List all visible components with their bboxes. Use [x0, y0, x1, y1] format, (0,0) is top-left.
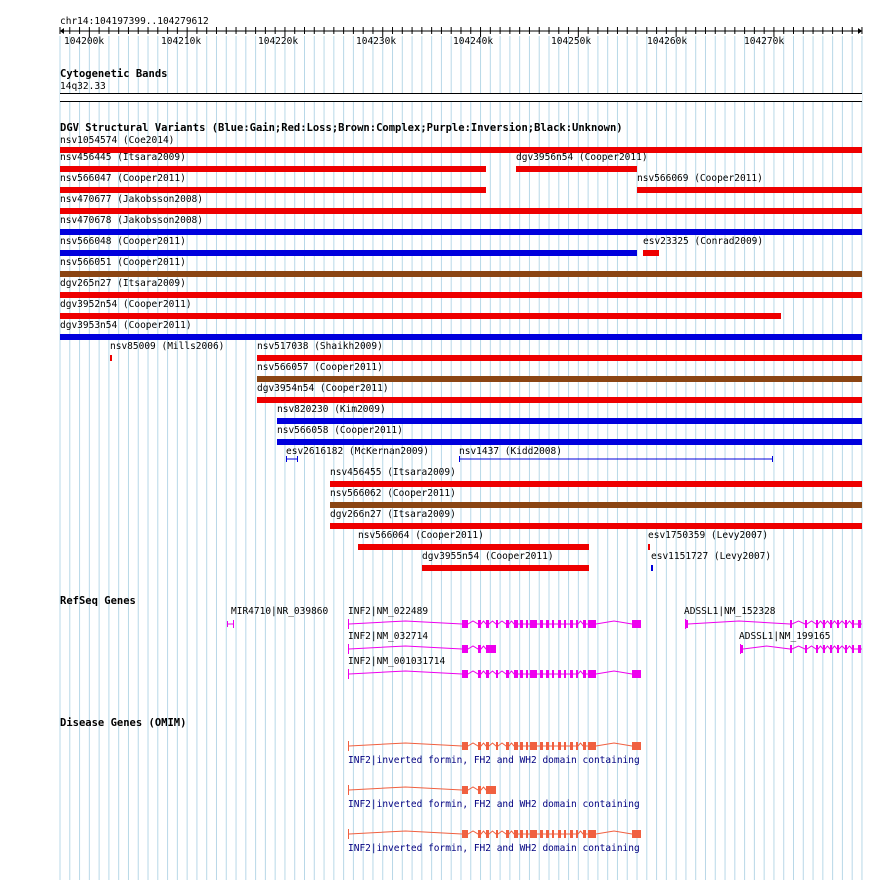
dgv-feature-label[interactable]: dgv3956n54 (Cooper2011) — [516, 152, 648, 163]
intron-line — [348, 787, 496, 790]
intron-line — [348, 621, 641, 624]
omim-gene-label[interactable]: INF2|inverted formin, FH2 and WH2 domain containing — [348, 799, 640, 810]
exon-block — [552, 830, 554, 838]
dgv-feature-label[interactable]: nsv566051 (Cooper2011) — [60, 257, 186, 268]
exon-block — [546, 742, 549, 750]
exon-block — [348, 742, 349, 750]
exon-block — [496, 830, 498, 838]
dgv-feature-label[interactable]: dgv266n27 (Itsara2009) — [330, 509, 456, 520]
exon-block — [530, 830, 537, 838]
dgv-track-title: DGV Structural Variants (Blue:Gain;Red:Loss;Brown:Complex;Purple:Inversion;Black:Unknown) — [60, 122, 623, 134]
intron-line — [685, 621, 862, 624]
exon-block — [514, 620, 518, 628]
exon-block — [486, 786, 496, 794]
exon-block — [576, 742, 578, 750]
exon-block — [740, 645, 743, 653]
dgv-feature-label[interactable]: nsv470678 (Jakobsson2008) — [60, 215, 203, 226]
refseq-gene-model[interactable] — [348, 669, 641, 679]
exon-block — [583, 742, 586, 750]
intron-line — [348, 671, 641, 674]
ruler-tick-label: 104220k — [258, 36, 299, 47]
exon-block — [588, 620, 596, 628]
omim-track-title: Disease Genes (OMIM) — [60, 717, 187, 729]
dgv-feature-label[interactable]: esv1750359 (Levy2007) — [648, 530, 769, 541]
dgv-feature-label[interactable]: nsv85009 (Mills2006) — [110, 341, 225, 352]
exon-block — [486, 830, 489, 838]
exon-block — [514, 830, 518, 838]
exon-block — [486, 742, 489, 750]
exon-block — [564, 742, 566, 750]
dgv-feature-label[interactable]: esv2616182 (McKernan2009) — [286, 446, 429, 457]
exon-block — [520, 742, 523, 750]
exon-block — [520, 620, 523, 628]
exon-block — [845, 645, 847, 653]
refseq-gene-label[interactable]: INF2|NM_001031714 — [348, 656, 446, 667]
exon-block — [348, 670, 349, 678]
exon-block — [845, 620, 847, 628]
refseq-gene-model[interactable] — [348, 644, 496, 654]
exon-block — [558, 742, 561, 750]
exon-block — [348, 786, 349, 794]
dgv-feature-label[interactable]: nsv456445 (Itsara2009) — [60, 152, 186, 163]
dgv-feature-label[interactable]: nsv566069 (Cooper2011) — [637, 173, 763, 184]
exon-block — [858, 620, 861, 628]
refseq-gene-label[interactable]: INF2|NM_022489 — [348, 606, 429, 617]
exon-block — [526, 830, 528, 838]
exon-block — [520, 670, 523, 678]
dgv-feature-label[interactable]: nsv1437 (Kidd2008) — [459, 446, 562, 457]
exon-block — [478, 830, 481, 838]
exon-block — [462, 645, 468, 653]
dgv-feature-label[interactable]: nsv566062 (Cooper2011) — [330, 488, 456, 499]
refseq-track-title: RefSeq Genes — [60, 595, 136, 607]
exon-block — [816, 620, 818, 628]
exon-block — [486, 645, 496, 653]
exon-block — [540, 742, 543, 750]
refseq-gene-label[interactable]: INF2|NM_032714 — [348, 631, 429, 642]
exon-block — [552, 670, 554, 678]
exon-block — [546, 620, 549, 628]
exon-block — [506, 830, 509, 838]
dgv-feature-label[interactable]: dgv3952n54 (Cooper2011) — [60, 299, 192, 310]
exon-block — [632, 670, 641, 678]
exon-block — [486, 620, 489, 628]
dgv-feature-label[interactable]: esv23325 (Conrad2009) — [643, 236, 764, 247]
exon-block — [514, 742, 518, 750]
exon-block — [478, 786, 481, 794]
dgv-feature-label[interactable]: dgv3955n54 (Cooper2011) — [422, 551, 554, 562]
dgv-feature-label[interactable]: nsv566048 (Cooper2011) — [60, 236, 186, 247]
exon-block — [564, 830, 566, 838]
exon-block — [837, 620, 839, 628]
dgv-feature-label[interactable]: dgv265n27 (Itsara2009) — [60, 278, 186, 289]
ruler-tick-label: 104230k — [356, 36, 397, 47]
ruler-tick-label: 104200k — [64, 36, 105, 47]
dgv-feature-label[interactable]: nsv470677 (Jakobsson2008) — [60, 194, 203, 205]
exon-block — [462, 742, 468, 750]
dgv-feature-label[interactable]: nsv456455 (Itsara2009) — [330, 467, 456, 478]
exon-block — [852, 645, 854, 653]
exon-block — [576, 620, 578, 628]
cytoband-track-title: Cytogenetic Bands — [60, 68, 168, 80]
exon-block — [348, 620, 349, 628]
exon-block — [478, 670, 481, 678]
exon-block — [506, 670, 509, 678]
exon-block — [462, 786, 468, 794]
exon-block — [790, 645, 792, 653]
exon-block — [530, 620, 537, 628]
exon-block — [564, 620, 566, 628]
exon-block — [546, 830, 549, 838]
exon-block — [632, 742, 641, 750]
exon-block — [583, 670, 586, 678]
exon-block — [805, 620, 807, 628]
exon-block — [526, 742, 528, 750]
ruler-tick-label: 104240k — [453, 36, 494, 47]
refseq-gene-model[interactable] — [685, 619, 862, 629]
dgv-feature-label[interactable]: esv1151727 (Levy2007) — [651, 551, 772, 562]
exon-block — [530, 670, 537, 678]
exon-block — [462, 620, 468, 628]
region-label: chr14:104197399..104279612 — [60, 16, 209, 27]
exon-block — [462, 830, 468, 838]
exon-block — [576, 670, 578, 678]
intron-line — [348, 831, 641, 834]
dgv-feature-label[interactable]: nsv566057 (Cooper2011) — [257, 362, 383, 373]
exon-block — [837, 645, 839, 653]
ruler-tick-label: 104270k — [744, 36, 785, 47]
exon-block — [520, 830, 523, 838]
exon-block — [830, 620, 832, 628]
exon-block — [858, 645, 861, 653]
exon-block — [564, 670, 566, 678]
ruler-tick-label: 104250k — [551, 36, 592, 47]
exon-block — [685, 620, 688, 628]
exon-block — [570, 830, 573, 838]
exon-block — [570, 742, 573, 750]
intron-line — [348, 646, 496, 649]
exon-block — [805, 645, 807, 653]
exon-block — [588, 670, 596, 678]
dgv-feature-label[interactable]: nsv566047 (Cooper2011) — [60, 173, 186, 184]
exon-block — [558, 620, 561, 628]
dgv-feature-label[interactable]: nsv1054574 (Coe2014) — [60, 135, 175, 146]
exon-block — [540, 830, 543, 838]
exon-block — [583, 830, 586, 838]
dgv-feature-label[interactable]: nsv517038 (Shaikh2009) — [257, 341, 383, 352]
intron-line — [740, 646, 862, 649]
exon-block — [790, 620, 792, 628]
dgv-feature-label[interactable]: nsv566064 (Cooper2011) — [358, 530, 484, 541]
dgv-feature-label[interactable]: nsv566058 (Cooper2011) — [277, 425, 403, 436]
exon-block — [558, 670, 561, 678]
exon-block — [348, 645, 349, 653]
omim-gene-model[interactable] — [348, 741, 641, 751]
refseq-gene-label[interactable]: ADSSL1|NM_152328 — [684, 606, 776, 617]
omim-gene-label[interactable]: INF2|inverted formin, FH2 and WH2 domain containing — [348, 843, 640, 854]
exon-block — [506, 620, 509, 628]
exon-block — [588, 742, 596, 750]
exon-block — [526, 620, 528, 628]
exon-block — [632, 620, 641, 628]
exon-block — [348, 830, 349, 838]
exon-block — [496, 670, 498, 678]
exon-block — [552, 620, 554, 628]
exon-block — [552, 742, 554, 750]
omim-gene-model[interactable] — [348, 785, 496, 795]
refseq-gene-label[interactable]: ADSSL1|NM_199165 — [739, 631, 831, 642]
exon-block — [514, 670, 518, 678]
dgv-feature-label[interactable]: dgv3953n54 (Cooper2011) — [60, 320, 192, 331]
exon-block — [462, 670, 468, 678]
exon-block — [632, 830, 641, 838]
exon-block — [540, 620, 543, 628]
cytoband-label[interactable]: 14q32.33 — [60, 81, 106, 92]
exon-block — [486, 670, 489, 678]
exon-block — [823, 620, 825, 628]
exon-block — [546, 670, 549, 678]
exon-block — [478, 620, 481, 628]
exon-block — [570, 670, 573, 678]
refseq-gene-model[interactable] — [740, 644, 862, 654]
exon-block — [540, 670, 543, 678]
refseq-gene-model[interactable] — [348, 619, 641, 629]
intron-line — [348, 743, 641, 746]
exon-block — [478, 742, 481, 750]
exon-block — [478, 645, 481, 653]
exon-block — [583, 620, 586, 628]
exon-block — [530, 742, 537, 750]
exon-block — [496, 742, 498, 750]
exon-block — [830, 645, 832, 653]
exon-block — [816, 645, 818, 653]
exon-block — [526, 670, 528, 678]
exon-block — [576, 830, 578, 838]
exon-block — [496, 620, 498, 628]
exon-block — [570, 620, 573, 628]
ruler-tick-label: 104260k — [647, 36, 688, 47]
dgv-feature-label[interactable]: dgv3954n54 (Cooper2011) — [257, 383, 389, 394]
refseq-gene-label[interactable]: MIR4710|NR_039860 — [231, 606, 329, 617]
exon-block — [823, 645, 825, 653]
ruler-tick-label: 104210k — [161, 36, 202, 47]
dgv-feature-label[interactable]: nsv820230 (Kim2009) — [277, 404, 386, 415]
omim-gene-label[interactable]: INF2|inverted formin, FH2 and WH2 domain containing — [348, 755, 640, 766]
exon-block — [852, 620, 854, 628]
omim-gene-model[interactable] — [348, 829, 641, 839]
exon-block — [588, 830, 596, 838]
exon-block — [558, 830, 561, 838]
exon-block — [506, 742, 509, 750]
